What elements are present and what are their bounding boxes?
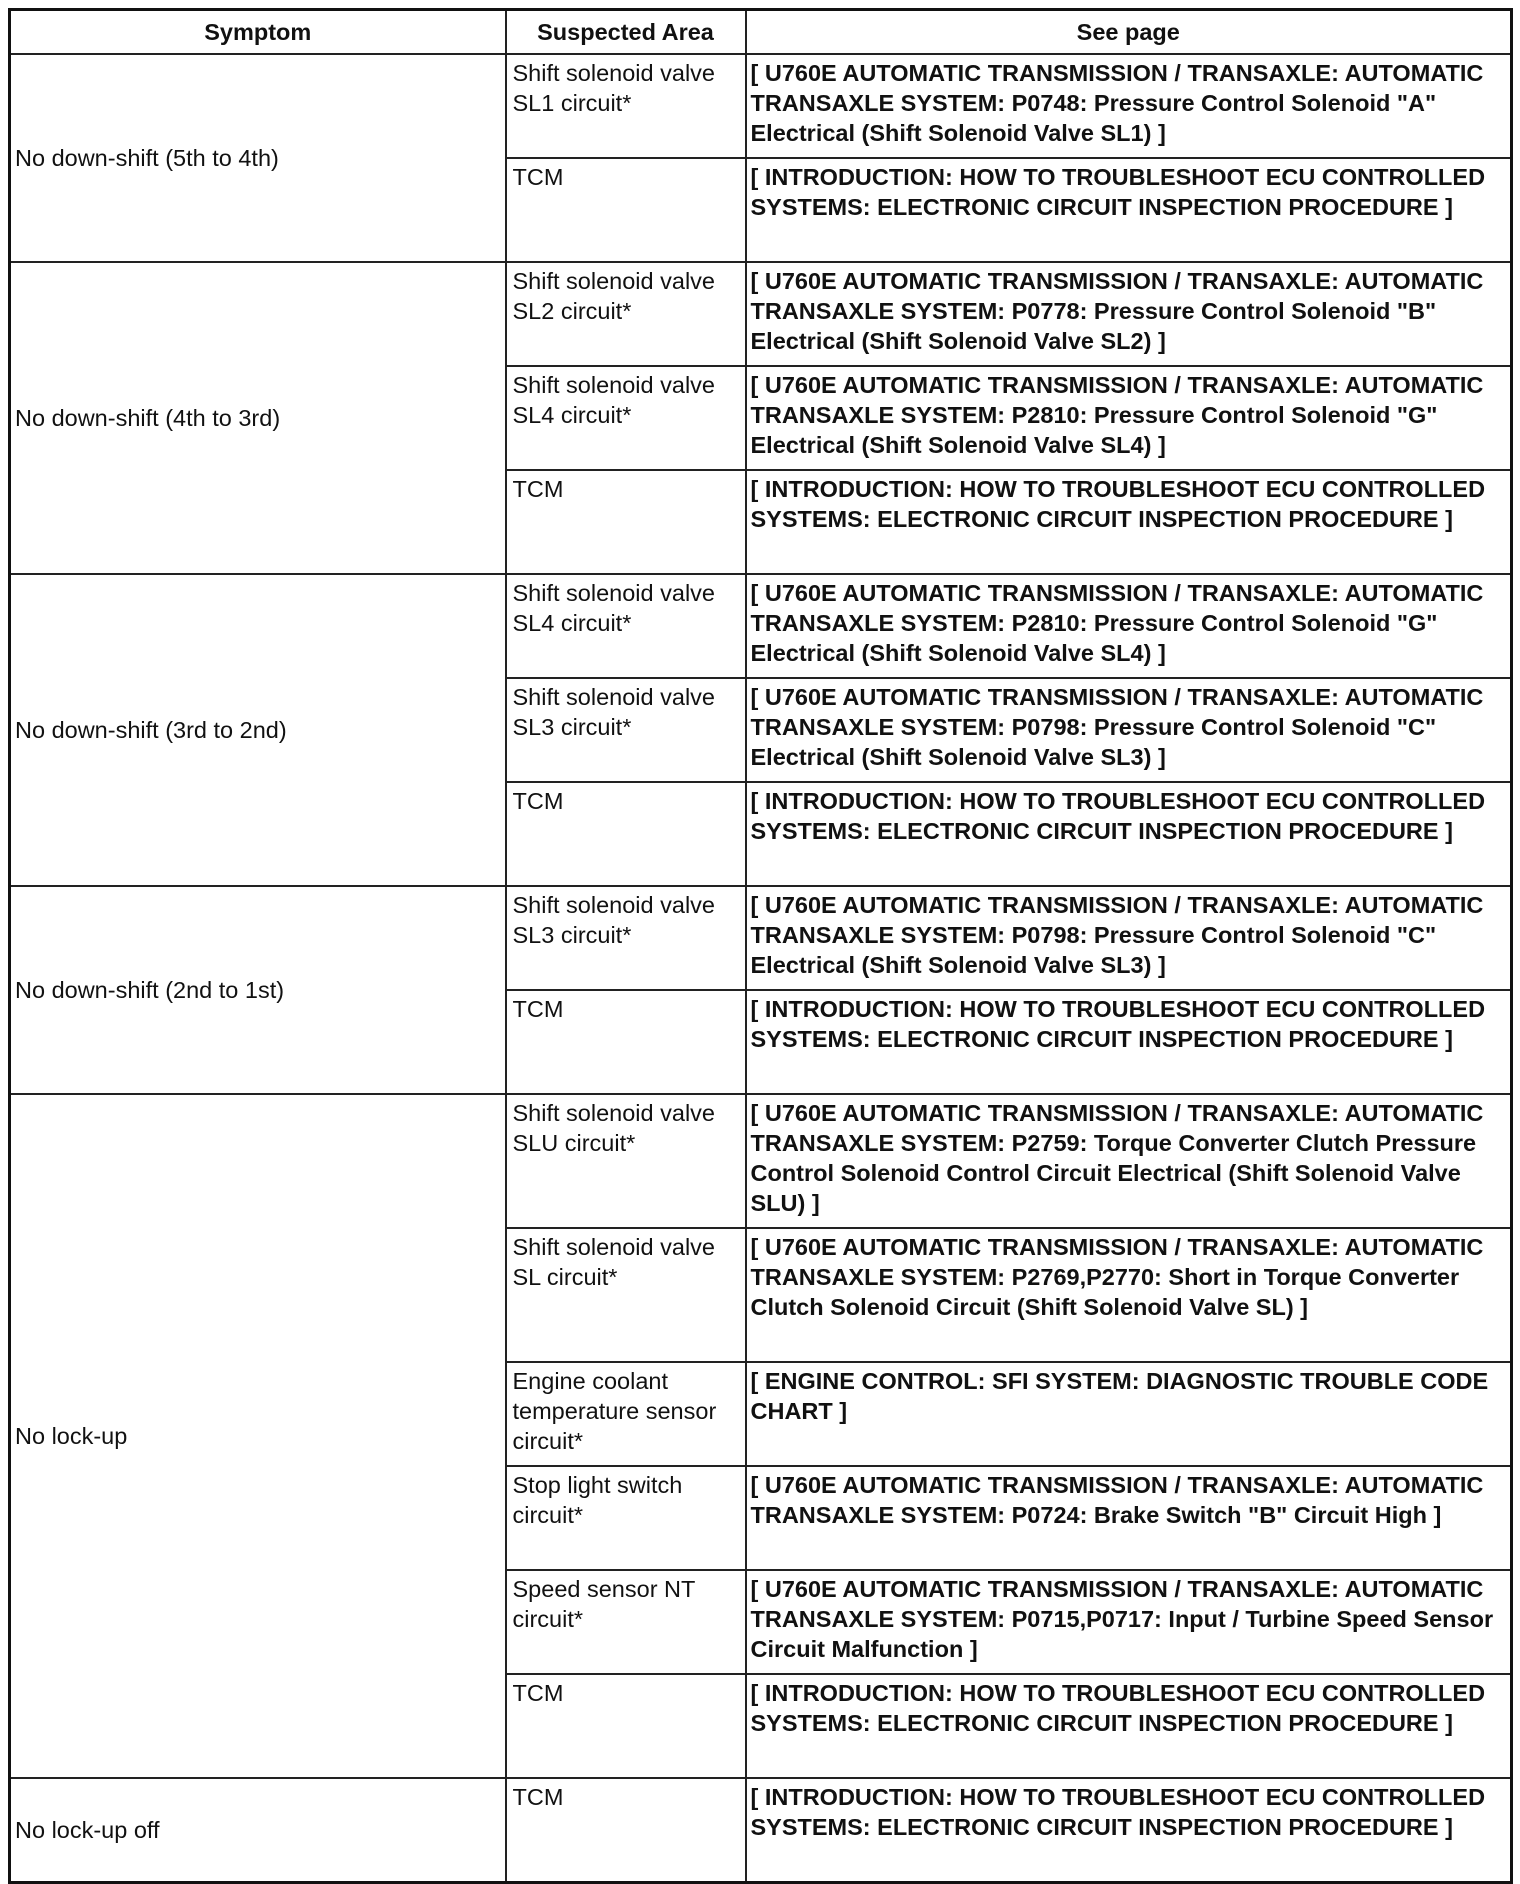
table-row bbox=[10, 262, 1512, 366]
see-page-cell: [ U760E AUTOMATIC TRANSMISSION / TRANSAXLE: AUTOMATIC TRANSAXLE SYSTEM: P0798: Pressure Control Solenoid "C" Electrical (Shift Solenoid Valve SL3) ] bbox=[746, 886, 1512, 990]
see-page-cell: [ INTRODUCTION: HOW TO TROUBLESHOOT ECU CONTROLLED SYSTEMS: ELECTRONIC CIRCUIT INSPECTION PROCEDURE ] bbox=[746, 782, 1512, 886]
see-page-cell: [ ENGINE CONTROL: SFI SYSTEM: DIAGNOSTIC TROUBLE CODE CHART ] bbox=[746, 1362, 1512, 1466]
see-page-cell: [ U760E AUTOMATIC TRANSMISSION / TRANSAXLE: AUTOMATIC TRANSAXLE SYSTEM: P0715,P0717: Input / Turbine Speed Sensor Circuit Malfunction ] bbox=[746, 1570, 1512, 1674]
symptom-cell: No down-shift (2nd to 1st) bbox=[10, 886, 506, 1094]
suspected-area-cell: TCM bbox=[506, 990, 746, 1094]
symptom-cell: No lock-up bbox=[10, 1094, 506, 1778]
see-page-cell: [ INTRODUCTION: HOW TO TROUBLESHOOT ECU CONTROLLED SYSTEMS: ELECTRONIC CIRCUIT INSPECTION PROCEDURE ] bbox=[746, 1778, 1512, 1883]
see-page-cell: [ U760E AUTOMATIC TRANSMISSION / TRANSAXLE: AUTOMATIC TRANSAXLE SYSTEM: P0798: Pressure Control Solenoid "C" Electrical (Shift Solenoid Valve SL3) ] bbox=[746, 678, 1512, 782]
suspected-area-cell: Shift solenoid valve SL4 circuit* bbox=[506, 574, 746, 678]
table-row bbox=[10, 1094, 1512, 1228]
suspected-area-cell: Shift solenoid valve SL3 circuit* bbox=[506, 886, 746, 990]
suspected-area-cell: Stop light switch circuit* bbox=[506, 1466, 746, 1570]
table-row bbox=[10, 1778, 1512, 1883]
symptom-cell: No down-shift (5th to 4th) bbox=[10, 54, 506, 262]
see-page-cell: [ U760E AUTOMATIC TRANSMISSION / TRANSAXLE: AUTOMATIC TRANSAXLE SYSTEM: P2810: Pressure Control Solenoid "G" Electrical (Shift Solenoid Valve SL4) ] bbox=[746, 366, 1512, 470]
see-page-cell: [ INTRODUCTION: HOW TO TROUBLESHOOT ECU CONTROLLED SYSTEMS: ELECTRONIC CIRCUIT INSPECTION PROCEDURE ] bbox=[746, 990, 1512, 1094]
symptom-cell: No lock-up off bbox=[10, 1778, 506, 1883]
see-page-cell: [ U760E AUTOMATIC TRANSMISSION / TRANSAXLE: AUTOMATIC TRANSAXLE SYSTEM: P2769,P2770: Short in Torque Converter Clutch Solenoid Circuit (Shift Solenoid Valve SL) ] bbox=[746, 1228, 1512, 1362]
header-see-page: See page bbox=[746, 10, 1512, 55]
suspected-area-cell: TCM bbox=[506, 782, 746, 886]
see-page-cell: [ U760E AUTOMATIC TRANSMISSION / TRANSAXLE: AUTOMATIC TRANSAXLE SYSTEM: P0778: Pressure Control Solenoid "B" Electrical (Shift Solenoid Valve SL2) ] bbox=[746, 262, 1512, 366]
suspected-area-cell: TCM bbox=[506, 158, 746, 262]
header-symptom: Symptom bbox=[10, 10, 506, 55]
suspected-area-cell: Shift solenoid valve SL1 circuit* bbox=[506, 54, 746, 158]
symptom-cell: No down-shift (4th to 3rd) bbox=[10, 262, 506, 574]
table-row bbox=[10, 54, 1512, 158]
symptom-cell: No down-shift (3rd to 2nd) bbox=[10, 574, 506, 886]
suspected-area-cell: TCM bbox=[506, 1674, 746, 1778]
table-row bbox=[10, 886, 1512, 990]
suspected-area-cell: TCM bbox=[506, 470, 746, 574]
see-page-cell: [ U760E AUTOMATIC TRANSMISSION / TRANSAXLE: AUTOMATIC TRANSAXLE SYSTEM: P0748: Pressure Control Solenoid "A" Electrical (Shift Solenoid Valve SL1) ] bbox=[746, 54, 1512, 158]
table-row bbox=[10, 574, 1512, 678]
header-suspected-area: Suspected Area bbox=[506, 10, 746, 55]
header-row bbox=[10, 10, 1512, 55]
suspected-area-cell: TCM bbox=[506, 1778, 746, 1883]
suspected-area-cell: Shift solenoid valve SLU circuit* bbox=[506, 1094, 746, 1228]
see-page-cell: [ INTRODUCTION: HOW TO TROUBLESHOOT ECU CONTROLLED SYSTEMS: ELECTRONIC CIRCUIT INSPECTION PROCEDURE ] bbox=[746, 470, 1512, 574]
suspected-area-cell: Shift solenoid valve SL4 circuit* bbox=[506, 366, 746, 470]
suspected-area-cell: Shift solenoid valve SL2 circuit* bbox=[506, 262, 746, 366]
symptom-table bbox=[8, 8, 1513, 1884]
see-page-cell: [ INTRODUCTION: HOW TO TROUBLESHOOT ECU CONTROLLED SYSTEMS: ELECTRONIC CIRCUIT INSPECTION PROCEDURE ] bbox=[746, 1674, 1512, 1778]
see-page-cell: [ U760E AUTOMATIC TRANSMISSION / TRANSAXLE: AUTOMATIC TRANSAXLE SYSTEM: P2810: Pressure Control Solenoid "G" Electrical (Shift Solenoid Valve SL4) ] bbox=[746, 574, 1512, 678]
suspected-area-cell: Shift solenoid valve SL circuit* bbox=[506, 1228, 746, 1362]
see-page-cell: [ U760E AUTOMATIC TRANSMISSION / TRANSAXLE: AUTOMATIC TRANSAXLE SYSTEM: P2759: Torque Converter Clutch Pressure Control Solenoid Control Circuit Electrical (Shift Solenoid Valve SLU) ] bbox=[746, 1094, 1512, 1228]
suspected-area-cell: Shift solenoid valve SL3 circuit* bbox=[506, 678, 746, 782]
suspected-area-cell: Engine coolant temperature sensor circuit* bbox=[506, 1362, 746, 1466]
see-page-cell: [ U760E AUTOMATIC TRANSMISSION / TRANSAXLE: AUTOMATIC TRANSAXLE SYSTEM: P0724: Brake Switch "B" Circuit High ] bbox=[746, 1466, 1512, 1570]
suspected-area-cell: Speed sensor NT circuit* bbox=[506, 1570, 746, 1674]
see-page-cell: [ INTRODUCTION: HOW TO TROUBLESHOOT ECU CONTROLLED SYSTEMS: ELECTRONIC CIRCUIT INSPECTION PROCEDURE ] bbox=[746, 158, 1512, 262]
